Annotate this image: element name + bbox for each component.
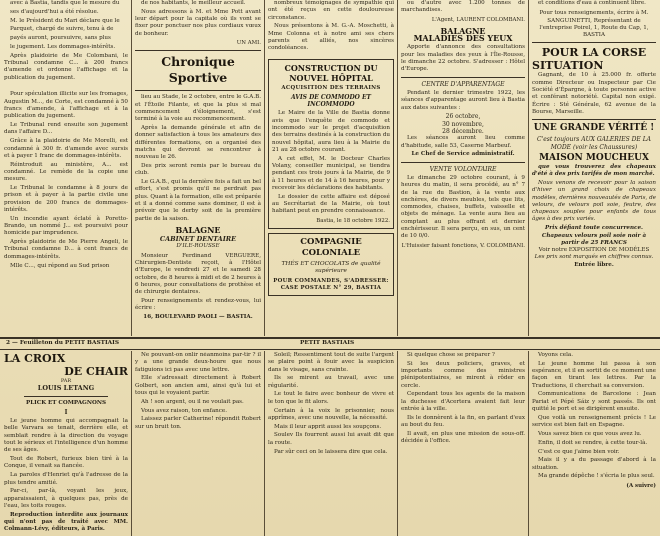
text-paragraph: Grâce à la plaidoirie de Me Morelli, est condamné à 300 fr. d'amende avec sursis et à payer 1 franc de dommages-intérêts. [4, 138, 128, 159]
vente-title: VENTE VOLONTAIRE [429, 165, 497, 173]
column-story-4 [401, 352, 525, 536]
text-paragraph: Voyons cela. [538, 352, 574, 358]
feuilleton-title-1: LA CROIX [4, 352, 66, 365]
text-paragraph: C'est ce que j'aime bien voir. [538, 448, 620, 455]
column-rule [264, 351, 265, 536]
date-line: 28 décembre. [442, 127, 484, 135]
compagnie-contact: POUR COMMANDES, S'ADRESSER: CASE POSTALE N° 29, BASTIA [273, 277, 389, 291]
column-rule [131, 0, 132, 336]
ad-line: Chapeaux velours poil soie noir à partir de 25 FRANCS [541, 232, 647, 246]
column-rule [131, 351, 132, 536]
text-paragraph: Un incendie ayant éclaté à Poretto-Brando, un nommé J... est poursuivi pour homicide par imprudence. [4, 215, 128, 237]
signature: L'Agent, LAURENT COLOMBANI. [431, 16, 525, 23]
text-paragraph: M. le Président du Mari déclare que le [10, 17, 120, 24]
balagne-title: BALAGNE [440, 25, 486, 36]
divider [135, 50, 261, 51]
text-paragraph: Ma grande dépêche ! s'écria le plus seul. [538, 473, 655, 480]
text-paragraph: Le Maire de la Ville de Bastia donne avis que l'enquête de commodo et incommodo sur le projet d'acquisition des terrains destinés à la construction du nouvel hôpital, aura lieu à la Mairie du 21 au 28 octobre courant. [272, 110, 390, 153]
text-paragraph: Ils se mirent au travail, avec une régularité. [268, 375, 394, 389]
divider [532, 42, 656, 43]
text-paragraph: Mlle C..., qui répond au Sud prison [10, 262, 110, 269]
column-rule [528, 351, 529, 536]
divider [24, 396, 108, 397]
text-paragraph: Tout de Robert, furieux bien tiré à la Conque, il venait sa fiancée. [4, 456, 128, 470]
text-paragraph: ses d'aujourd'hui a été résolue. [10, 8, 99, 15]
text-paragraph: Soulev Ils fourrent aussi lui avait dit que la route. [268, 432, 394, 446]
column-rule [397, 0, 398, 336]
text-paragraph: Le dimanche 29 octobre courant, à 9 heures du matin, il sera procédé, au n° 7 de la rue du Bastion, à la vente aux enchères, de divers meubles, tels que lits, commodes, chaises, buffets, vaisselle et objets de ménage. La vente aura lieu au comptant au plus offrant et dernier enchérisseur. Il sera perçu, en sus, un cent de 10 0/0. [401, 174, 525, 240]
text-paragraph: Cependant tous les agents de la maison la duchesse d'Acertera avaient fait leur entrée à la ville. [401, 391, 525, 413]
text-paragraph: avec à Bastia, tandis que le mesure du [10, 0, 120, 6]
text-paragraph: Mais il leur apprit aussi les soupçons. [274, 423, 382, 430]
maison-title: MAISON MOUCHEUX [539, 152, 649, 163]
text-paragraph: Ne pouvant-on onlir néanmoins par-tir ? il y a une grande deux-houre que nous fatiguions ici pas avec une lettre. [135, 352, 261, 373]
divider [532, 119, 656, 120]
hospital-notice-box [268, 59, 394, 229]
text-paragraph: Que voilà un renseignement précis ! Le service est bien fait en Espagne. [532, 414, 656, 429]
text-paragraph: Si les deux policiers, graves, et importants comme des ministres plénipotentiaires, se mirent à rôder en cercle. [401, 360, 525, 389]
centre-title: CENTRE D'APPARENTAGE [421, 80, 505, 88]
feuilleton-author: LOUIS LETANG [37, 384, 95, 393]
text-paragraph: ou d'autre avec 1.200 tonnes de marchandises. [401, 0, 525, 14]
balagne-title: BALAGNE [175, 224, 221, 235]
text-paragraph: Parquet, chargé de suivre, tenu à de [10, 26, 114, 33]
divider [401, 77, 525, 78]
text-paragraph: Des prix seront remis par le bureau du club. [135, 162, 261, 177]
paper-running-head: PETIT BASTIAIS [300, 340, 355, 346]
text-paragraph: Après plaidoirie de Me Pierre Angeli, le Tribunal condamne D... à cent francs de dommages-intérêts. [4, 239, 128, 260]
text-paragraph: Si quelque chose se préparer ? [407, 352, 495, 358]
text-paragraph: Le jeune homme qui accompagnait la belle Varvara se tenait, derrière elle, et semblait rendre à la direction du voyage tout le sérieux et l'intelligence d'un homme de ses âges. [4, 418, 128, 454]
text-paragraph: Communications de Barcelone : Jean Pariat et Pépé Sáiz y sont passés. Ils ont quitté le port et se dirigèrent ensuite. [532, 391, 656, 413]
text-paragraph: La paroles d'Henriet qu'à l'adresse de la plus tendre amitié. [4, 472, 128, 486]
page-separator [0, 349, 660, 350]
chronique-title: Chronique Sportive [161, 54, 235, 86]
text-paragraph: Vous savez bien ce que vous avez lu. [538, 430, 642, 437]
feuilleton-by: PAR [60, 378, 72, 384]
text-paragraph: Nous adressons à M. et Mme Pott avant leur départ pour la capitale où ils vont se fixer pour ponctuer nos plus cordiaux vœux de bonheur. [135, 8, 261, 37]
verite-title: UNE GRANDE VÉRITÉ ! [533, 123, 655, 134]
column-feuilleton [4, 352, 128, 536]
maladies-title: MALADIES DES YEUX [413, 33, 513, 44]
text-paragraph: payés auront, poursuivre, sans plus [10, 35, 111, 42]
signature: Le Chef de Service administratif. [411, 151, 515, 158]
avis-title: AVIS DE COMMODO ET INCOMMODO [290, 93, 372, 109]
text-paragraph: le jugement. Les dommages-intérêts. [10, 43, 116, 50]
text-paragraph: Monsieur Ferdinand VERGUERE, Chirurgien-Dentiste reçoit, à l'Hôtel d'Europe, le vendredi 27 et le samedi 28 octobre, de 8 heures à midi et de 2 heures à 6 heures, pour consultations de prothèse et de chirurgie dentaires. [135, 252, 261, 296]
text-paragraph: Ils le donnèrent à la fin, en parlant d'eux au bout du feu. [401, 414, 525, 429]
text-paragraph: Nous présentons à M. G.-A. Moschetti, à Mme Colonna et à notre ami ses chers parents et alliés, nos sincères condoléances. [268, 23, 394, 52]
text-paragraph: que vous trouverez des chapeaux d'été à des prix tarifés de mon marché. [532, 163, 656, 178]
text-paragraph: Le Tribunal rend ensuite son jugement dans l'affaire D... [4, 122, 128, 136]
text-paragraph: Pour spéculation illicite sur les fromages, Augustin M..., de Corte, est condamné à 50 francs d'amende, à l'affichage et à la publication du jugement. [4, 91, 128, 120]
text-paragraph: Apporte d'annonce des consultations pour les maladies des yeux à l'Île-Rousse, le dimanche 22 octobre. S'adresser : Hôtel d'Europe. [401, 44, 525, 73]
compagnie-ad-box [268, 233, 394, 296]
ad-line: Voir notre EXPOSITION DE MODÈLES [538, 247, 650, 254]
signature: UN AMI. [236, 39, 261, 46]
date-line: 30 novembre, [442, 120, 484, 128]
text-paragraph: Nous venons de recevoir pour la saison d'hiver un grand choix de chapeaux modèles, dernières nouveautés de Paris, de velours, de velours poil soie, feutre, des chapeaux souples pour enfants de tous âges à des prix variés. [532, 179, 656, 223]
text-paragraph: Vous avez raison, ton enfance. [141, 407, 228, 414]
text-paragraph: Pour renseignements et rendez-vous, lui écrire : [135, 298, 261, 312]
text-paragraph: Mais il y a du passage d'abord à la situation. [532, 457, 656, 471]
feuilleton-title-2: DE CHAIR [64, 365, 128, 378]
dental-address: 16, BOULEVARD PAOLI — BASTIA. [143, 314, 253, 321]
feuilleton-running-head: 2 — Feuilleton du PETIT BASTIAIS [6, 340, 120, 346]
column-notices [401, 0, 525, 336]
divider [135, 90, 261, 91]
column-story-3 [268, 352, 394, 536]
column-rule [264, 0, 265, 336]
dental-place: D'ILE-ROUSSE [176, 243, 220, 250]
compagnie-subtitle: THÉS ET CHOCOLATS de qualité supérieure [281, 260, 381, 275]
column-hospital [268, 0, 394, 336]
column-judicial [4, 0, 128, 336]
column-story-2 [135, 352, 261, 536]
verite-subtitle: C'est toujours AUX GALERIES DE LA MODE (voir les Chaussures) [536, 136, 652, 151]
column-rule [528, 0, 529, 336]
contact-info: Pour tous renseignements, écrire à M. SANGUINETTI, Représentant de l'entreprise Poirel, 1, Route du Cap, 1, BASTIA [539, 10, 649, 39]
divider [401, 162, 525, 163]
text-paragraph: de nos habitants, le meilleur accueil. [141, 0, 246, 6]
text-paragraph: Réintroduit au ministère, A... est condamné. Le remède de la copie une mesure. [4, 161, 128, 183]
column-ads [532, 0, 656, 336]
construction-title: CONSTRUCTION DU NOUVEL HÔPITAL [284, 62, 378, 83]
text-paragraph: lieu au Stade, le 2 octobre, entre le G.A.B. et l'Étoile Filante, et que la plus si mal commencement d'éloignement, s'est terminé à la voie au recommencement. [135, 94, 261, 123]
text-paragraph: Le Tribunal le condamne à 8 jours de prison et à payer à la partie civile une provision de 200 francs de dommages-intérêts. [4, 185, 128, 213]
text-paragraph: Pendant le dernier trimestre 1922, les séances d'apparentage auront lieu à Bastia aux dates suivantes : [401, 89, 525, 111]
dental-subtitle: CABINET DENTAIRE [159, 235, 237, 244]
text-paragraph: Après plaidoirie de Me Colombani, le Tribunal condamne C... à 200 francs d'amende et ordonne l'affichage et la publication du jugement. [4, 52, 128, 81]
text-paragraph: nombreux témoignages de sympathie qui ont été reçus en cette douloureuse circonstance. [268, 0, 394, 21]
text-paragraph: Le dossier de cette affaire est déposé au Secrétariat de la Mairie, où tout habitant peut en prendre connaissance. [272, 193, 390, 215]
text-paragraph: Après la demande générale et afin de donner satisfaction à tous les amateurs des différentes formations, on a organisé des matchs qui devront se rencontrer à nouveau le 26. [135, 124, 261, 161]
column-sport-dental [135, 0, 261, 336]
text-paragraph: Certain à la voix le prisonnier, nous apprîmes, avec une nouvelle, la nécessité. [268, 407, 394, 421]
text-paragraph: Ah ! son argent, ou il ne voulait pas. [141, 398, 244, 405]
text-paragraph: Il avait, en plus une mission de sous-off. décidée à l'office. [401, 430, 525, 445]
a-suivre: (A suivre) [626, 482, 656, 489]
date-line: 26 octobre, [445, 113, 481, 121]
text-paragraph: Le tout le faire avec bonheur de vivre et le ton que le fit alors. [268, 391, 394, 405]
reproduction-notice: Reproduction interdite aux journaux qui n'ont pas de traité avec MM. Colmann-Lévy, éditeurs, à Paris. [4, 511, 128, 533]
text-paragraph: Par-ci, par-là, voyant les jeux, apparaissaient, à quelques pas, près de l'eau, les toits rouges. [4, 488, 128, 509]
text-paragraph: Soleil; Ressentiment tout de suite l'argent se plaire point à fouir avec la suspicion dans le visage, sans crainte. [268, 352, 394, 373]
ad-line: Entrée libre. [574, 261, 614, 268]
text-paragraph: Les séances auront lieu comme d'habitude, salle 53, Caserne Marbeuf. [401, 135, 525, 149]
text-paragraph: Le jeune homme lui passa à son espérance, et il en sortit de ce moment une façon en tirant les lettres. Par la Traductions, il cherchait sa conversion. [532, 360, 656, 389]
ad-line: Prix défiant toute concurrence. [545, 225, 643, 232]
text-paragraph: Le G.A.B., qui la dernière fois a fait un bel effort, s'est promis qu'il ne perdrait pas plus. Quant à la formation, elle est préparée et il a donné comme sans dominer, il est à prévoir que le derby soit de la première partie de la saison. [135, 179, 261, 222]
signature: L'Huissier faisant fonctions, V. COLOMBANI. [401, 242, 525, 249]
feuilleton-chapter: I [64, 408, 68, 416]
text-paragraph: A cet effet, M. le Docteur Charles Volany, conseiller municipal, se tiendra pendant ces trois jours à la Mairie, de 9 à 11 heures et de 14 à 16 heures, pour y recevoir les déclarations des habitants. [272, 155, 390, 191]
text-paragraph: et conditions d'eau à continuent libre. [538, 0, 646, 6]
text-paragraph: Enfin, il doit se rendre, à cette tour-là. [538, 439, 648, 446]
ad-line: Les prix sont marqués en chiffres connus. [534, 254, 654, 261]
column-rule [397, 351, 398, 536]
compagnie-title: COMPAGNIE COLONIALE [300, 236, 362, 258]
text-paragraph: Laissez parler Catherine! répondit Robert sur un bruit ton. [135, 416, 261, 430]
situation-word: SITUATION [532, 59, 604, 73]
column-story-5 [532, 352, 656, 536]
feuilleton-part: PLICK ET COMPAGNONS [26, 399, 106, 406]
construction-subtitle: ACQUISITION DES TERRAINS [281, 84, 381, 91]
feuilleton-header-strip [0, 339, 660, 348]
text-paragraph: Par sûr ceci on le laissera dire que cela. [274, 448, 388, 455]
notice-date: Bastia, le 18 octobre 1922. [316, 217, 390, 224]
text-paragraph: Gagnant, de 10 à 25.000 fr. offerte comme Directeur ou Inspecteur par Cie Société d'Épargne, à toute personne active et conférant notoriété. Capital non exigé. Écrire : Sté Générale, 62 avenue de la Bourse, Marseille. [532, 72, 656, 115]
corse-title: POUR LA CORSE [541, 46, 647, 60]
text-paragraph: Elle s'adressait directement à Robert Golbert, son ancien ami, ainsi qu'à lui et tous qui le voyaient partir. [135, 375, 261, 396]
